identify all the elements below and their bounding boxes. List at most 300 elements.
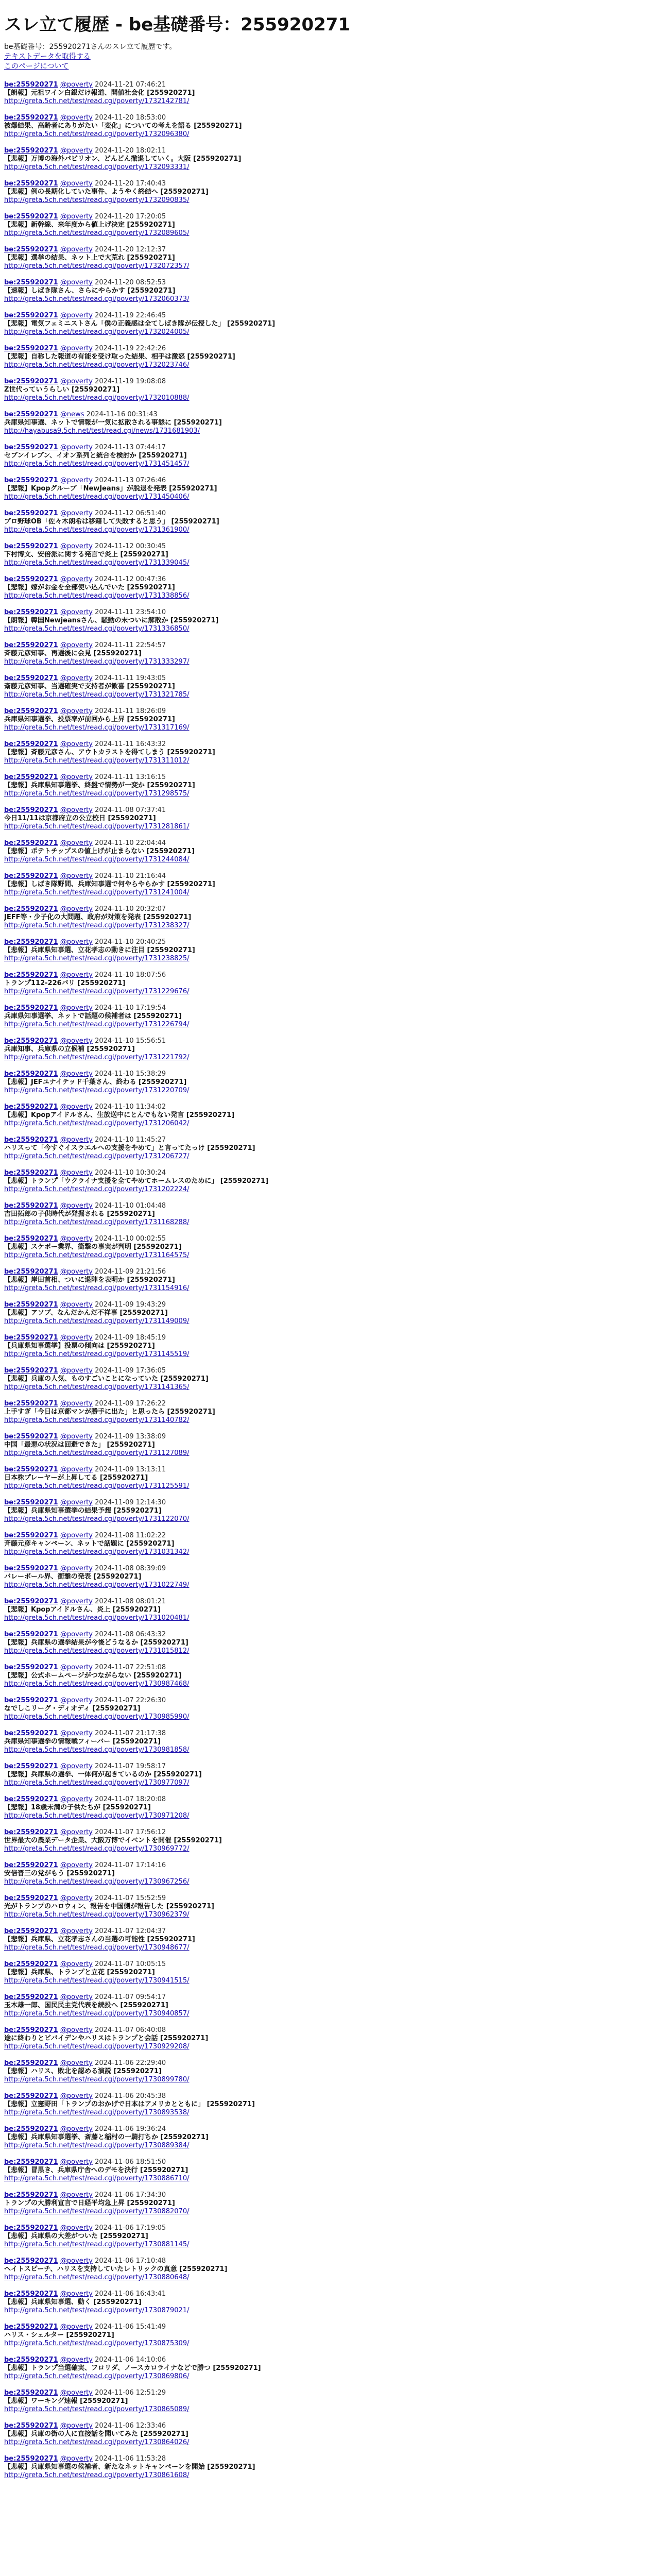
- board-link[interactable]: @poverty: [60, 510, 93, 517]
- be-id-link[interactable]: be:255920271: [4, 2455, 58, 2463]
- entry-header-line: [4, 2422, 649, 2430]
- thread-title: 斉藤元彦知事、再選後に会見 [255920271]: [4, 650, 142, 657]
- entry-header-line: [4, 2059, 649, 2067]
- post-date: 2024-11-06 18:51:50: [95, 2158, 166, 2166]
- be-id-link[interactable]: be:255920271: [4, 905, 58, 913]
- thread-url-link[interactable]: http://greta.5ch.net/test/read.cgi/poverty/1730899780/: [4, 2076, 190, 2083]
- thread-title: 【悲報】兵庫県、立花孝志さんの当選の可能性 [255920271]: [4, 1936, 195, 1943]
- thread-url-link[interactable]: http://greta.5ch.net/test/read.cgi/poverty/1731015812/: [4, 1647, 190, 1655]
- thread-url-link[interactable]: http://greta.5ch.net/test/read.cgi/poverty/1730941515/: [4, 1977, 190, 1985]
- thread-url-link[interactable]: http://greta.5ch.net/test/read.cgi/poverty/1730886710/: [4, 2175, 190, 2182]
- thread-url-link[interactable]: http://greta.5ch.net/test/read.cgi/poverty/1731298575/: [4, 790, 190, 798]
- thread-url-link[interactable]: http://greta.5ch.net/test/read.cgi/poverty/1730861608/: [4, 2471, 190, 2479]
- board-link[interactable]: @poverty: [60, 477, 93, 484]
- board-link[interactable]: @poverty: [60, 213, 93, 221]
- be-id-link[interactable]: be:255920271: [4, 345, 58, 352]
- be-id-link[interactable]: be:255920271: [4, 839, 58, 847]
- post-date: 2024-11-06 12:33:46: [95, 2422, 166, 2430]
- be-id-link[interactable]: be:255920271: [4, 510, 58, 517]
- be-id-link[interactable]: be:255920271: [4, 1861, 58, 1869]
- be-id-link[interactable]: be:255920271: [4, 707, 58, 715]
- be-id-link[interactable]: be:255920271: [4, 641, 58, 649]
- thread-url-link[interactable]: http://greta.5ch.net/test/read.cgi/poverty/1732072357/: [4, 262, 190, 270]
- be-id-link[interactable]: be:255920271: [4, 2158, 58, 2166]
- be-id-link[interactable]: be:255920271: [4, 2389, 58, 2397]
- board-link[interactable]: @poverty: [60, 444, 93, 451]
- thread-url-link[interactable]: http://greta.5ch.net/test/read.cgi/poverty/1731206042/: [4, 1120, 190, 1127]
- entry-header-line: [4, 1631, 649, 1639]
- board-link[interactable]: @poverty: [60, 575, 93, 583]
- thread-title: 兵庫県知事選挙、投票率が前回から上昇 [255920271]: [4, 716, 175, 723]
- be-id-link[interactable]: be:255920271: [4, 2026, 58, 2034]
- post-date: 2024-11-10 22:04:44: [95, 839, 166, 847]
- thread-title: 【悲報】兵庫県、トランプと立花 [255920271]: [4, 1969, 155, 1976]
- be-id-link[interactable]: be:255920271: [4, 1730, 58, 1737]
- thread-title: プロ野球OB「佐々木朗希は移籍して失敗すると思う」 [255920271]: [4, 518, 219, 526]
- list-item: [4, 1004, 649, 1037]
- board-link[interactable]: @poverty: [60, 1103, 93, 1111]
- be-id-link[interactable]: be:255920271: [4, 1037, 58, 1045]
- thread-title: 【兵庫県知事選挙】投票の傾向は [255920271]: [4, 1342, 155, 1350]
- be-id-link[interactable]: be:255920271: [4, 872, 58, 880]
- thread-url-link[interactable]: http://greta.5ch.net/test/read.cgi/poverty/1731241004/: [4, 889, 190, 896]
- be-id-link[interactable]: be:255920271: [4, 1499, 58, 1506]
- be-id-link[interactable]: be:255920271: [4, 1202, 58, 1210]
- thread-title: 【悲報】兵庫県知事選、動く [255920271]: [4, 2298, 142, 2306]
- board-link[interactable]: @poverty: [60, 1532, 93, 1539]
- thread-url-link[interactable]: http://greta.5ch.net/test/read.cgi/poverty/1731202224/: [4, 1185, 190, 1193]
- thread-url-link[interactable]: http://greta.5ch.net/test/read.cgi/poverty/1731220709/: [4, 1087, 190, 1094]
- board-link[interactable]: @poverty: [60, 1301, 93, 1309]
- about-this-page-link[interactable]: このページについて: [4, 62, 69, 71]
- be-id-link[interactable]: be:255920271: [4, 740, 58, 748]
- list-item: [4, 1861, 649, 1894]
- be-id-link[interactable]: be:255920271: [4, 1927, 58, 1935]
- thread-url-link[interactable]: http://greta.5ch.net/test/read.cgi/poverty/1731229676/: [4, 988, 190, 995]
- be-id-link[interactable]: be:255920271: [4, 2356, 58, 2364]
- post-date: 2024-11-07 17:56:12: [95, 1828, 166, 1836]
- board-link[interactable]: @poverty: [60, 1499, 93, 1506]
- thread-title: 【悲報】万博の海外パビリオン、どんどん撤退していく。大阪 [255920271]: [4, 155, 242, 163]
- thread-url-link[interactable]: http://greta.5ch.net/test/read.cgi/poverty/1731311012/: [4, 757, 190, 765]
- be-id-link[interactable]: be:255920271: [4, 806, 58, 814]
- post-date: 2024-11-09 13:13:11: [95, 1466, 166, 1473]
- list-item: [4, 608, 649, 641]
- thread-url-link[interactable]: http://greta.5ch.net/test/read.cgi/poverty/1730985990/: [4, 1713, 190, 1721]
- thread-title: 【悲報】兵庫県知事選挙の結果予想 [255920271]: [4, 1507, 162, 1515]
- thread-title: 【悲報】選挙の結果、ネット上で大荒れ [255920271]: [4, 254, 175, 262]
- be-id-link[interactable]: be:255920271: [4, 2290, 58, 2298]
- board-link[interactable]: @poverty: [60, 1861, 93, 1869]
- be-id-link[interactable]: be:255920271: [4, 1466, 58, 1473]
- post-date: 2024-11-07 06:40:08: [95, 2026, 166, 2034]
- list-item: [4, 1795, 649, 1828]
- thread-url-link[interactable]: http://greta.5ch.net/test/read.cgi/poverty/1731281861/: [4, 823, 190, 831]
- post-date: 2024-11-19 22:42:26: [95, 345, 166, 352]
- board-link[interactable]: @poverty: [60, 378, 93, 385]
- be-id-link[interactable]: be:255920271: [4, 1235, 58, 1243]
- thread-url-link[interactable]: http://greta.5ch.net/test/read.cgi/poverty/1732060373/: [4, 295, 190, 303]
- board-link[interactable]: @poverty: [60, 1400, 93, 1408]
- thread-url-link[interactable]: http://greta.5ch.net/test/read.cgi/poverty/1730864026/: [4, 2438, 190, 2446]
- thread-url-link[interactable]: http://greta.5ch.net/test/read.cgi/poverty/1731238825/: [4, 955, 190, 962]
- thread-url-link[interactable]: http://greta.5ch.net/test/read.cgi/poverty/1731333297/: [4, 658, 190, 666]
- thread-url-link[interactable]: http://greta.5ch.net/test/read.cgi/poverty/1731022749/: [4, 1581, 190, 1589]
- thread-url-link[interactable]: http://greta.5ch.net/test/read.cgi/poverty/1731238327/: [4, 922, 190, 929]
- be-id-link[interactable]: be:255920271: [4, 1795, 58, 1803]
- entry-header-line: [4, 543, 649, 551]
- be-id-link[interactable]: be:255920271: [4, 1103, 58, 1111]
- board-link[interactable]: @poverty: [60, 2059, 93, 2067]
- board-link[interactable]: @poverty: [60, 1960, 93, 1968]
- be-id-link[interactable]: be:255920271: [4, 1268, 58, 1276]
- thread-url-link[interactable]: http://greta.5ch.net/test/read.cgi/poverty/1731168288/: [4, 1218, 190, 1226]
- be-id-link[interactable]: be:255920271: [4, 1334, 58, 1342]
- thread-url-link[interactable]: http://greta.5ch.net/test/read.cgi/poverty/1730889384/: [4, 2142, 190, 2149]
- board-link[interactable]: @poverty: [60, 1697, 93, 1704]
- entry-header-line: [4, 378, 649, 386]
- thread-url-link[interactable]: http://greta.5ch.net/test/read.cgi/poverty/1730893538/: [4, 2109, 190, 2116]
- thread-url-link[interactable]: http://greta.5ch.net/test/read.cgi/poverty/1730971208/: [4, 1812, 190, 1820]
- list-item: [4, 2092, 649, 2125]
- list-item: [4, 740, 649, 773]
- be-id-link[interactable]: be:255920271: [4, 2059, 58, 2067]
- be-id-link[interactable]: be:255920271: [4, 1400, 58, 1408]
- entry-header-line: [4, 444, 649, 452]
- list-item: [4, 839, 649, 872]
- thread-url-link[interactable]: http://hayabusa9.5ch.net/test/read.cgi/news/1731681903/: [4, 427, 200, 435]
- board-link[interactable]: @poverty: [60, 81, 93, 89]
- be-id-link[interactable]: be:255920271: [4, 1664, 58, 1671]
- board-link[interactable]: @poverty: [60, 1169, 93, 1177]
- thread-url-link[interactable]: http://greta.5ch.net/test/read.cgi/poverty/1731145519/: [4, 1350, 190, 1358]
- thread-url-link[interactable]: http://greta.5ch.net/test/read.cgi/poverty/1731338856/: [4, 592, 190, 600]
- board-link[interactable]: @poverty: [60, 1828, 93, 1836]
- board-link[interactable]: @poverty: [60, 1598, 93, 1605]
- thread-url-link[interactable]: http://greta.5ch.net/test/read.cgi/poverty/1730987468/: [4, 1680, 190, 1688]
- thread-url-link[interactable]: http://greta.5ch.net/test/read.cgi/poverty/1731140782/: [4, 1416, 190, 1424]
- board-link[interactable]: @poverty: [60, 2290, 93, 2298]
- entry-header-line: [4, 773, 649, 782]
- board-link[interactable]: @poverty: [60, 2422, 93, 2430]
- thread-url-link[interactable]: http://greta.5ch.net/test/read.cgi/poverty/1731141365/: [4, 1383, 190, 1391]
- be-id-link[interactable]: be:255920271: [4, 1565, 58, 1572]
- be-id-link[interactable]: be:255920271: [4, 2092, 58, 2100]
- board-link[interactable]: @poverty: [60, 1268, 93, 1276]
- board-link[interactable]: @poverty: [60, 674, 93, 682]
- board-link[interactable]: @poverty: [60, 2257, 93, 2265]
- board-link[interactable]: @poverty: [60, 1004, 93, 1012]
- post-date: 2024-11-10 15:56:51: [95, 1037, 166, 1045]
- be-id-link[interactable]: be:255920271: [4, 1894, 58, 1902]
- be-id-link[interactable]: be:255920271: [4, 477, 58, 484]
- board-link[interactable]: @poverty: [60, 2026, 93, 2034]
- thread-url-link[interactable]: http://greta.5ch.net/test/read.cgi/poverty/1730881145/: [4, 2241, 190, 2248]
- thread-url-link[interactable]: http://greta.5ch.net/test/read.cgi/poverty/1730865089/: [4, 2405, 190, 2413]
- post-date: 2024-11-06 17:19:05: [95, 2224, 166, 2232]
- thread-url-link[interactable]: http://greta.5ch.net/test/read.cgi/poverty/1732089605/: [4, 229, 190, 237]
- board-link[interactable]: @poverty: [60, 2356, 93, 2364]
- be-id-link[interactable]: be:255920271: [4, 411, 58, 418]
- be-id-link[interactable]: be:255920271: [4, 2224, 58, 2232]
- board-link[interactable]: @poverty: [60, 1136, 93, 1144]
- board-link[interactable]: @poverty: [60, 2158, 93, 2166]
- thread-url-link[interactable]: http://greta.5ch.net/test/read.cgi/poverty/1731226794/: [4, 1021, 190, 1028]
- thread-title: なでしこリーグ・ディオディ [255920271]: [4, 1705, 141, 1713]
- thread-url-link[interactable]: http://greta.5ch.net/test/read.cgi/poverty/1732142781/: [4, 97, 190, 105]
- be-id-link[interactable]: be:255920271: [4, 608, 58, 616]
- thread-url-link[interactable]: http://greta.5ch.net/test/read.cgi/poverty/1730977097/: [4, 1779, 190, 1787]
- thread-title: 【悲報】スケボー業界、衝撃の事実が判明 [255920271]: [4, 1243, 182, 1251]
- be-id-link[interactable]: be:255920271: [4, 2422, 58, 2430]
- board-link[interactable]: @poverty: [60, 2191, 93, 2199]
- thread-url-link[interactable]: http://greta.5ch.net/test/read.cgi/poverty/1730948677/: [4, 1944, 190, 1952]
- board-link[interactable]: @poverty: [60, 1664, 93, 1671]
- be-id-link[interactable]: be:255920271: [4, 1169, 58, 1177]
- post-date: 2024-11-09 18:45:19: [95, 1334, 166, 1342]
- thread-title: 被爆結果、高齢者にありがたい「変化」についての考えを語る [255920271]: [4, 122, 242, 130]
- board-link[interactable]: @poverty: [60, 1927, 93, 1935]
- board-link[interactable]: @news: [60, 411, 84, 418]
- post-date: 2024-11-12 06:51:40: [95, 510, 166, 517]
- thread-url-link[interactable]: http://greta.5ch.net/test/read.cgi/poverty/1730879021/: [4, 2307, 190, 2314]
- entry-header-line: [4, 938, 649, 946]
- thread-url-link[interactable]: http://greta.5ch.net/test/read.cgi/poverty/1731122070/: [4, 1515, 190, 1523]
- thread-title: 【悲報】兵庫の街の人に直接話を聞いてみた [255920271]: [4, 2430, 188, 2438]
- board-link[interactable]: @poverty: [60, 2455, 93, 2463]
- board-link[interactable]: @poverty: [60, 971, 93, 979]
- get-text-data-link[interactable]: テキストデータを取得する: [4, 53, 91, 61]
- thread-url-link[interactable]: http://greta.5ch.net/test/read.cgi/poverty/1731125591/: [4, 1482, 190, 1490]
- be-id-link[interactable]: be:255920271: [4, 1367, 58, 1375]
- be-id-link[interactable]: be:255920271: [4, 1993, 58, 2001]
- board-link[interactable]: @poverty: [60, 1433, 93, 1440]
- list-item: [4, 806, 649, 839]
- thread-url-link[interactable]: http://greta.5ch.net/test/read.cgi/poverty/1730869806/: [4, 2372, 190, 2380]
- entry-header-line: [4, 147, 649, 155]
- board-link[interactable]: @poverty: [60, 543, 93, 550]
- be-id-link[interactable]: be:255920271: [4, 1598, 58, 1605]
- post-date: 2024-11-10 00:02:55: [95, 1235, 166, 1243]
- thread-title: 兵庫県知事選挙、ネットで話題の候補者は [255920271]: [4, 1012, 182, 1020]
- board-link[interactable]: @poverty: [60, 147, 93, 155]
- board-link[interactable]: @poverty: [60, 2092, 93, 2100]
- be-id-link[interactable]: be:255920271: [4, 1762, 58, 1770]
- list-item: [4, 1433, 649, 1466]
- thread-url-link[interactable]: http://greta.5ch.net/test/read.cgi/poverty/1730940857/: [4, 2010, 190, 2018]
- be-id-link[interactable]: be:255920271: [4, 938, 58, 946]
- thread-title: 光がトランプのハロウィン、報告を中国側が報告した [255920271]: [4, 1903, 214, 1910]
- board-link[interactable]: @poverty: [60, 1795, 93, 1803]
- be-id-link[interactable]: be:255920271: [4, 1532, 58, 1539]
- board-link[interactable]: @poverty: [60, 2224, 93, 2232]
- thread-url-link[interactable]: http://greta.5ch.net/test/read.cgi/poverty/1731127089/: [4, 1449, 190, 1457]
- thread-url-link[interactable]: http://greta.5ch.net/test/read.cgi/poverty/1730929208/: [4, 2043, 190, 2050]
- thread-url-link[interactable]: http://greta.5ch.net/test/read.cgi/poverty/1732010888/: [4, 394, 190, 402]
- be-id-link[interactable]: be:255920271: [4, 2191, 58, 2199]
- entry-header-line: [4, 279, 649, 287]
- board-link[interactable]: @poverty: [60, 806, 93, 814]
- entry-header-line: [4, 2257, 649, 2265]
- be-id-link[interactable]: be:255920271: [4, 674, 58, 682]
- board-link[interactable]: @poverty: [60, 1565, 93, 1572]
- board-link[interactable]: @poverty: [60, 2389, 93, 2397]
- entry-header-line: [4, 1136, 649, 1144]
- board-link[interactable]: @poverty: [60, 707, 93, 715]
- post-date: 2024-11-09 12:14:30: [95, 1499, 166, 1506]
- entry-header-line: [4, 345, 649, 353]
- be-id-link[interactable]: be:255920271: [4, 773, 58, 781]
- be-id-link[interactable]: be:255920271: [4, 180, 58, 188]
- be-id-link[interactable]: be:255920271: [4, 378, 58, 385]
- be-id-link[interactable]: be:255920271: [4, 1070, 58, 1078]
- thread-url-link[interactable]: http://greta.5ch.net/test/read.cgi/poverty/1731336850/: [4, 625, 190, 633]
- thread-url-link[interactable]: http://greta.5ch.net/test/read.cgi/poverty/1731149009/: [4, 1317, 190, 1325]
- thread-url-link[interactable]: http://greta.5ch.net/test/read.cgi/poverty/1730962379/: [4, 1911, 190, 1919]
- thread-url-link[interactable]: http://greta.5ch.net/test/read.cgi/poverty/1730880648/: [4, 2274, 190, 2281]
- board-link[interactable]: @poverty: [60, 1334, 93, 1342]
- entry-header-line: [4, 2356, 649, 2364]
- board-link[interactable]: @poverty: [60, 279, 93, 286]
- post-date: 2024-11-06 14:10:06: [95, 2356, 166, 2364]
- thread-url-link[interactable]: http://greta.5ch.net/test/read.cgi/poverty/1730981858/: [4, 1746, 190, 1754]
- be-id-link[interactable]: be:255920271: [4, 147, 58, 155]
- post-date: 2024-11-07 22:26:30: [95, 1697, 166, 1704]
- be-id-link[interactable]: be:255920271: [4, 1960, 58, 1968]
- thread-url-link[interactable]: http://greta.5ch.net/test/read.cgi/poverty/1731031342/: [4, 1548, 190, 1556]
- board-link[interactable]: @poverty: [60, 180, 93, 188]
- be-id-link[interactable]: be:255920271: [4, 2323, 58, 2331]
- be-id-link[interactable]: be:255920271: [4, 971, 58, 979]
- post-date: 2024-11-10 15:38:29: [95, 1070, 166, 1078]
- list-item: [4, 2224, 649, 2257]
- be-id-link[interactable]: be:255920271: [4, 2125, 58, 2133]
- post-date: 2024-11-13 07:44:17: [95, 444, 166, 451]
- thread-title: 兵庫知事、兵庫県の立候補 [255920271]: [4, 1045, 135, 1053]
- thread-url-link[interactable]: http://greta.5ch.net/test/read.cgi/poverty/1731206727/: [4, 1153, 190, 1160]
- thread-url-link[interactable]: http://greta.5ch.net/test/read.cgi/poverty/1730882070/: [4, 2208, 190, 2215]
- be-id-link[interactable]: be:255920271: [4, 1697, 58, 1704]
- list-item: [4, 1235, 649, 1268]
- board-link[interactable]: @poverty: [60, 1730, 93, 1737]
- be-id-link[interactable]: be:255920271: [4, 1433, 58, 1440]
- thread-title: 【悲報】トランプ当選確実、フロリダ、ノースカロライナなどで勝つ [255920271]: [4, 2364, 261, 2372]
- thread-url-link[interactable]: http://greta.5ch.net/test/read.cgi/poverty/1731339045/: [4, 559, 190, 567]
- board-link[interactable]: @poverty: [60, 246, 93, 253]
- board-link[interactable]: @poverty: [60, 1894, 93, 1902]
- be-id-link[interactable]: be:255920271: [4, 279, 58, 286]
- board-link[interactable]: @poverty: [60, 2323, 93, 2331]
- be-id-link[interactable]: be:255920271: [4, 543, 58, 550]
- entry-header-line: [4, 1499, 649, 1507]
- board-link[interactable]: @poverty: [60, 345, 93, 352]
- be-id-link[interactable]: be:255920271: [4, 1631, 58, 1638]
- be-id-link[interactable]: be:255920271: [4, 81, 58, 89]
- be-id-link[interactable]: be:255920271: [4, 575, 58, 583]
- board-link[interactable]: @poverty: [60, 1993, 93, 2001]
- board-link[interactable]: @poverty: [60, 1367, 93, 1375]
- entry-header-line: [4, 81, 649, 89]
- board-link[interactable]: @poverty: [60, 1631, 93, 1638]
- board-link[interactable]: @poverty: [60, 905, 93, 913]
- board-link[interactable]: @poverty: [60, 1235, 93, 1243]
- thread-title: 【悲報】Kpopアイドルさん、炎上 [255920271]: [4, 1606, 161, 1614]
- thread-url-link[interactable]: http://greta.5ch.net/test/read.cgi/poverty/1730967256/: [4, 1878, 190, 1886]
- be-id-link[interactable]: be:255920271: [4, 114, 58, 122]
- post-date: 2024-11-07 22:51:08: [95, 1664, 166, 1671]
- post-date: 2024-11-06 12:51:29: [95, 2389, 166, 2397]
- entry-header-line: [4, 1301, 649, 1309]
- board-link[interactable]: @poverty: [60, 641, 93, 649]
- be-id-link[interactable]: be:255920271: [4, 1301, 58, 1309]
- thread-title: JEFF等・少子化の大問題、政府が対策を発表 [255920271]: [4, 913, 192, 921]
- thread-url-link[interactable]: http://greta.5ch.net/test/read.cgi/poverty/1731317169/: [4, 724, 190, 732]
- be-id-link[interactable]: be:255920271: [4, 2257, 58, 2265]
- board-link[interactable]: @poverty: [60, 872, 93, 880]
- be-id-link[interactable]: be:255920271: [4, 1828, 58, 1836]
- post-date: 2024-11-11 16:43:32: [95, 740, 166, 748]
- board-link[interactable]: @poverty: [60, 1466, 93, 1473]
- thread-url-link[interactable]: http://greta.5ch.net/test/read.cgi/poverty/1731451457/: [4, 460, 190, 468]
- thread-url-link[interactable]: http://greta.5ch.net/test/read.cgi/poverty/1732090835/: [4, 196, 190, 204]
- thread-url-link[interactable]: http://greta.5ch.net/test/read.cgi/poverty/1731020481/: [4, 1614, 190, 1622]
- board-link[interactable]: @poverty: [60, 740, 93, 748]
- thread-url-link[interactable]: http://greta.5ch.net/test/read.cgi/poverty/1731154916/: [4, 1284, 190, 1292]
- be-id-link[interactable]: be:255920271: [4, 444, 58, 451]
- post-date: 2024-11-11 19:43:05: [95, 674, 166, 682]
- be-id-link[interactable]: be:255920271: [4, 246, 58, 253]
- list-item: [4, 938, 649, 971]
- entry-header-line: [4, 1466, 649, 1474]
- thread-url-link[interactable]: http://greta.5ch.net/test/read.cgi/poverty/1731321785/: [4, 691, 190, 699]
- list-item: [4, 1136, 649, 1169]
- board-link[interactable]: @poverty: [60, 839, 93, 847]
- board-link[interactable]: @poverty: [60, 312, 93, 319]
- be-id-link[interactable]: be:255920271: [4, 213, 58, 221]
- be-id-link[interactable]: be:255920271: [4, 1004, 58, 1012]
- thread-url-link[interactable]: http://greta.5ch.net/test/read.cgi/poverty/1730969772/: [4, 1845, 190, 1853]
- thread-url-link[interactable]: http://greta.5ch.net/test/read.cgi/poverty/1732096380/: [4, 130, 190, 138]
- board-link[interactable]: @poverty: [60, 608, 93, 616]
- board-link[interactable]: @poverty: [60, 938, 93, 946]
- list-item: [4, 2191, 649, 2224]
- thread-url-link[interactable]: http://greta.5ch.net/test/read.cgi/poverty/1731221792/: [4, 1054, 190, 1061]
- post-date: 2024-11-08 08:01:21: [95, 1598, 166, 1605]
- thread-title: ハリスって「今すぐイスラエルへの支援をやめて」と言ってたっけ [255920271]: [4, 1144, 255, 1152]
- board-link[interactable]: @poverty: [60, 114, 93, 122]
- thread-title: 世界最大の農業データ企業、大阪万博でイベントを開催 [255920271]: [4, 1837, 222, 1844]
- board-link[interactable]: @poverty: [60, 1037, 93, 1045]
- thread-url-link[interactable]: http://greta.5ch.net/test/read.cgi/poverty/1731361900/: [4, 526, 190, 534]
- be-id-link[interactable]: be:255920271: [4, 1136, 58, 1144]
- thread-url-link[interactable]: http://greta.5ch.net/test/read.cgi/poverty/1732023746/: [4, 361, 190, 369]
- thread-url-link[interactable]: http://greta.5ch.net/test/read.cgi/poverty/1731164575/: [4, 1251, 190, 1259]
- board-link[interactable]: @poverty: [60, 1070, 93, 1078]
- board-link[interactable]: @poverty: [60, 1202, 93, 1210]
- thread-url-link[interactable]: http://greta.5ch.net/test/read.cgi/poverty/1732024005/: [4, 328, 190, 336]
- thread-url-link[interactable]: http://greta.5ch.net/test/read.cgi/poverty/1731450406/: [4, 493, 190, 501]
- thread-url-link[interactable]: http://greta.5ch.net/test/read.cgi/poverty/1730875309/: [4, 2340, 190, 2347]
- be-id-link[interactable]: be:255920271: [4, 312, 58, 319]
- board-link[interactable]: @poverty: [60, 773, 93, 781]
- thread-url-link[interactable]: http://greta.5ch.net/test/read.cgi/poverty/1731244084/: [4, 856, 190, 863]
- list-item: [4, 1993, 649, 2026]
- board-link[interactable]: @poverty: [60, 2125, 93, 2133]
- post-date: 2024-11-11 22:54:57: [95, 641, 166, 649]
- post-date: 2024-11-09 13:38:09: [95, 1433, 166, 1440]
- thread-url-link[interactable]: http://greta.5ch.net/test/read.cgi/poverty/1732093331/: [4, 163, 190, 171]
- board-link[interactable]: @poverty: [60, 1762, 93, 1770]
